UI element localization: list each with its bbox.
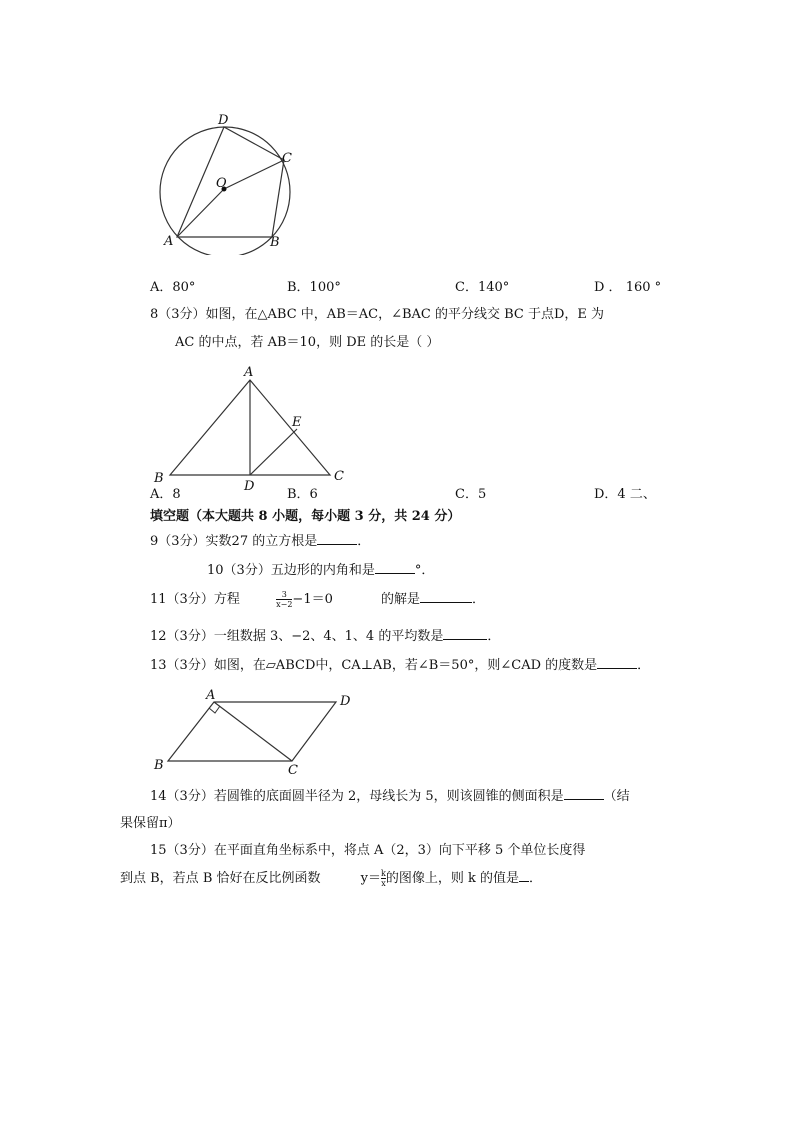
- q11: [150, 588, 485, 609]
- q14-text: 14（3分）若圆锥的底面圆半径为 2，母线长为 5，则该圆锥的侧面积是: [150, 789, 564, 804]
- label-a: A: [206, 688, 216, 703]
- q11-frac-den: x−2: [276, 600, 293, 609]
- q10-end: °．: [414, 563, 435, 578]
- q15-end: ．: [529, 871, 543, 886]
- q15-frac-num: k: [381, 869, 386, 878]
- q15-post: 的图像上，则 k 的值是: [385, 871, 520, 886]
- label-a: A: [164, 234, 174, 249]
- q11-frac-num: 3: [281, 590, 287, 599]
- q15-pre: 到点 B，若点 B 恰好在反比例函数: [120, 871, 321, 886]
- q15-line2: [120, 867, 542, 888]
- q14-end: （结: [603, 789, 630, 804]
- q9-blank: [317, 532, 357, 545]
- q8-line1: 8（3分）如图，在△ABC 中，AB＝AC，∠BAC 的平分线交 BC 于点D，E 为: [150, 307, 605, 322]
- q13-end: ．: [637, 658, 651, 673]
- label-o: O: [216, 176, 227, 191]
- q7-option-a: A．80°: [150, 280, 196, 295]
- q7-option-b: B．100°: [287, 280, 341, 295]
- q8-option-d: D．4 二、: [594, 487, 656, 502]
- q11-fraction: [276, 590, 292, 609]
- q11-blank: [420, 590, 472, 603]
- q12-text: 12（3分）一组数据 3、−2、4、1、4 的平均数是: [150, 629, 444, 644]
- q15-blank: [519, 869, 529, 882]
- q14-line2: 果保留π）: [120, 816, 181, 831]
- label-c: C: [282, 151, 292, 166]
- q8-option-c: C．5: [455, 487, 487, 502]
- q9: [150, 530, 370, 549]
- label-d: D: [340, 694, 351, 709]
- q13-text: 13（3分）如图，在▱ABCD中，CA⊥AB，若∠B＝50°，则∠CAD 的度数是: [150, 658, 598, 673]
- q12-end: ．: [487, 629, 501, 644]
- q12-blank: [443, 627, 487, 640]
- label-e: E: [292, 415, 302, 430]
- segment-ao: [177, 189, 224, 237]
- q7-option-c: C．140°: [455, 280, 510, 295]
- q9-text: 9（3分）实数27 的立方根是: [150, 534, 318, 549]
- label-a: A: [244, 365, 254, 380]
- q14-line1: [150, 785, 630, 804]
- q11-eq: −1＝0: [292, 592, 333, 607]
- q11-post: 的解是: [381, 592, 421, 607]
- parallelogram-figure: [150, 685, 360, 780]
- q10-blank: [375, 561, 415, 574]
- q15-y: y＝: [360, 871, 382, 886]
- q15-line1: 15（3分）在平面直角坐标系中，将点 A（2，3）向下平移 5 个单位长度得: [150, 843, 586, 858]
- triangle-figure: [150, 360, 350, 495]
- q10-text: 10（3分）五边形的内角和是: [207, 563, 375, 578]
- q10: [207, 559, 434, 578]
- label-d: D: [218, 113, 229, 128]
- q11-end: ．: [472, 592, 486, 607]
- circle-figure: [150, 110, 310, 255]
- q8-option-b: B．6: [287, 487, 318, 502]
- q8-line2: AC 的中点，若 AB＝10，则 DE 的长是（ ）: [175, 335, 440, 350]
- q12: [150, 625, 500, 644]
- q7-option-d: D ． 160 °: [594, 280, 662, 295]
- q8-option-a: A．8: [150, 487, 181, 502]
- label-d: D: [244, 479, 255, 494]
- q13-blank: [597, 656, 637, 669]
- q9-end: ．: [357, 534, 371, 549]
- q15-frac-den: x: [381, 879, 386, 888]
- parallelogram-abcd: [168, 702, 336, 761]
- section2-header: 填空题（本大题共 8 小题，每小题 3 分，共 24 分）: [150, 509, 461, 524]
- segment-de: [250, 429, 297, 475]
- label-b: B: [154, 758, 164, 773]
- q11-pre: 11（3分）方程: [150, 592, 240, 607]
- segment-oc: [224, 160, 284, 189]
- label-c: C: [288, 763, 298, 778]
- label-c: C: [334, 469, 344, 484]
- q14-blank: [564, 787, 604, 800]
- label-b: B: [154, 471, 164, 486]
- label-b: B: [270, 235, 280, 250]
- q13: [150, 654, 650, 673]
- diagonal-ac: [214, 702, 292, 761]
